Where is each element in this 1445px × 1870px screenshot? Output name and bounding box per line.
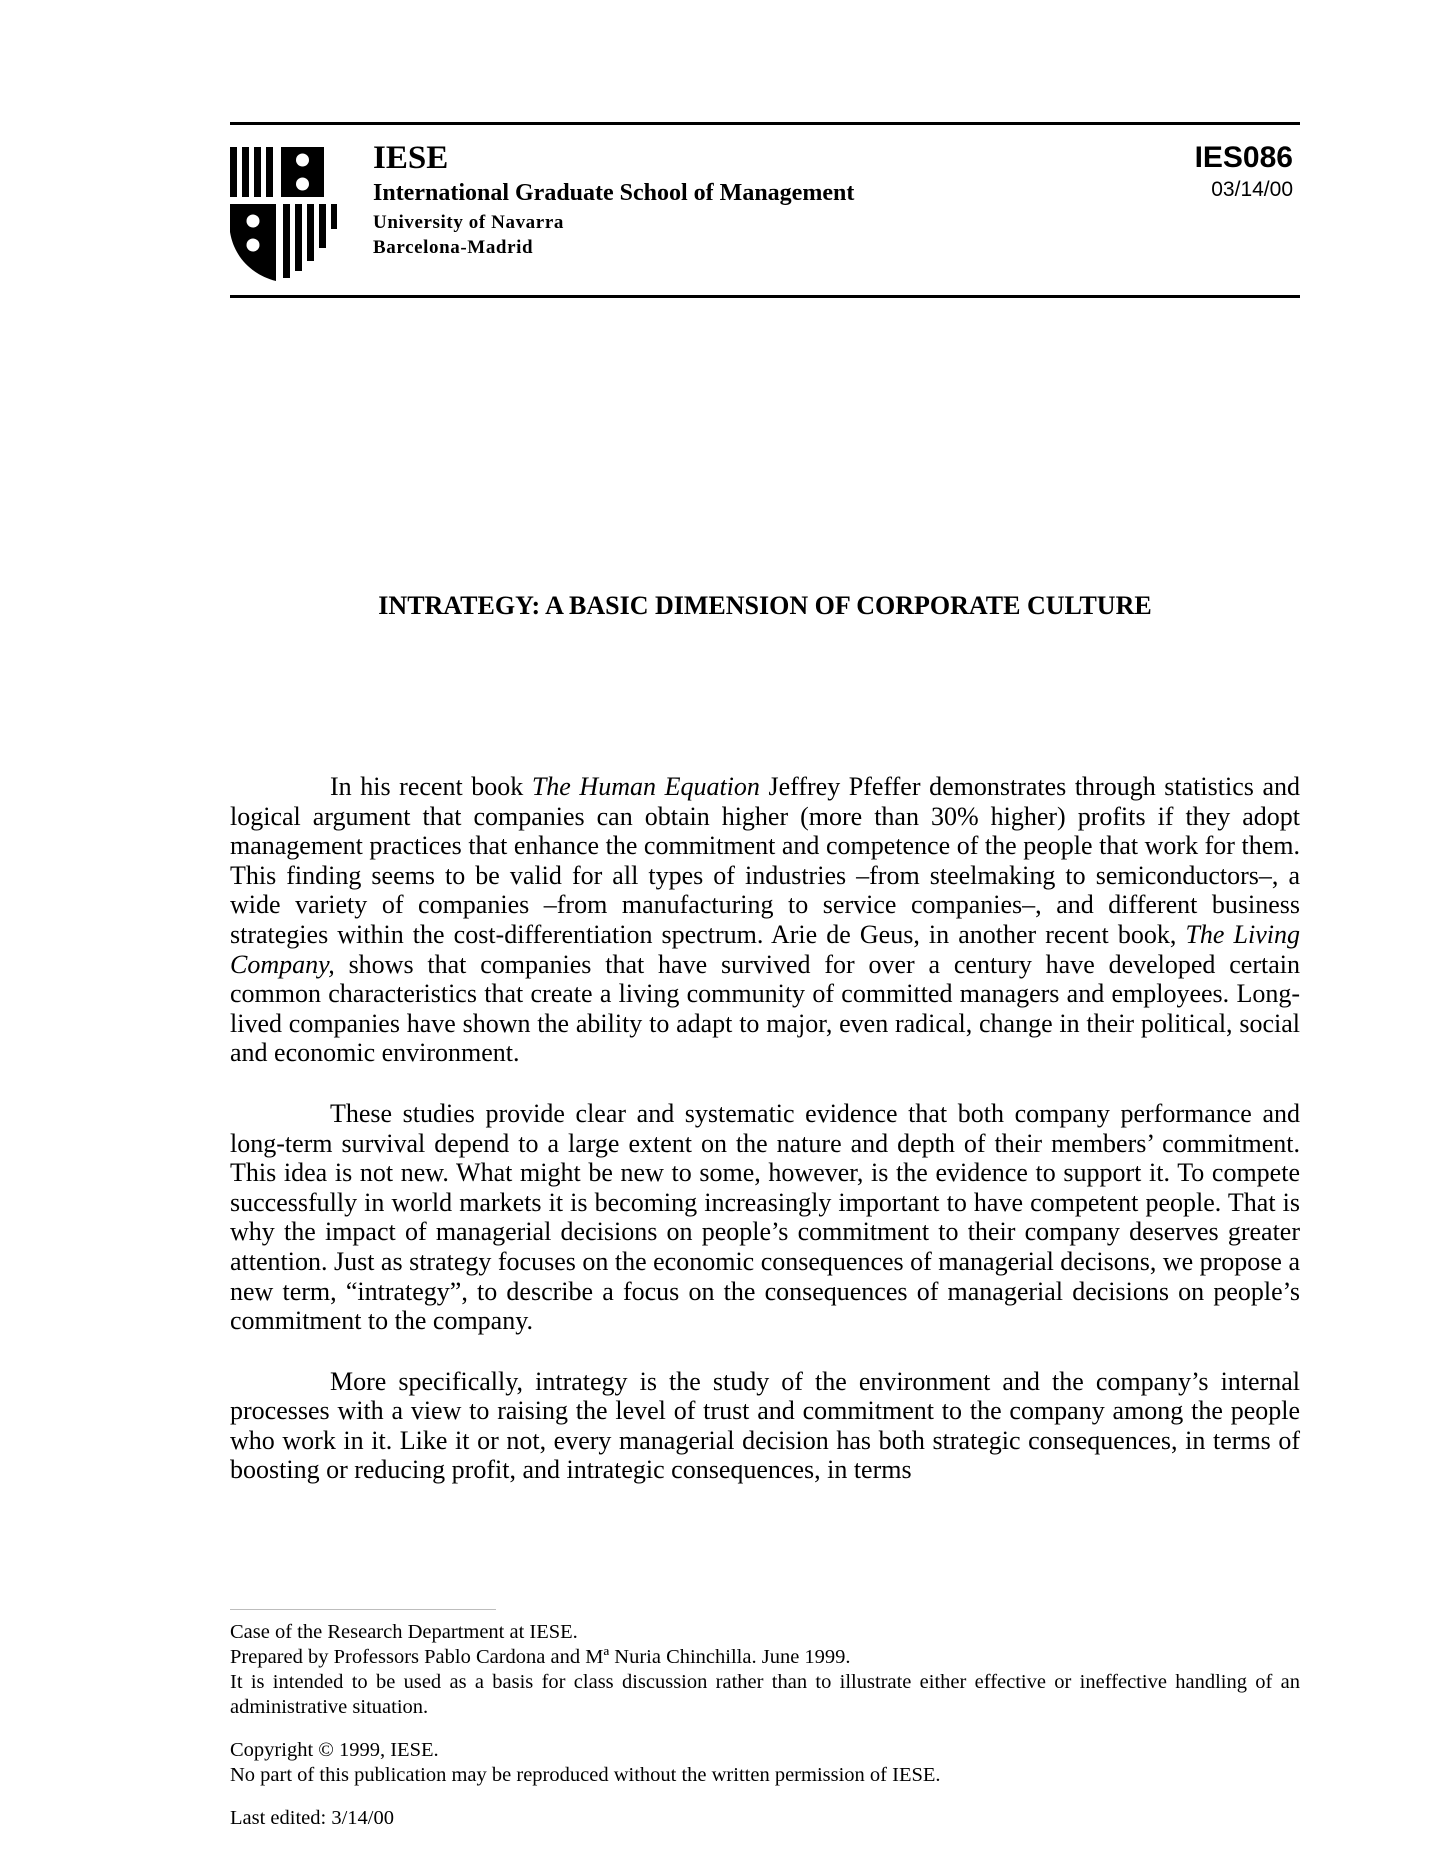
footnote-line-3: It is intended to be used as a basis for class discussion rather than to illustrate either effective or ineffective handling of an administrative situation. — [230, 1671, 1300, 1718]
rights-notice: No part of this publication may be reproduced without the written permission of IESE. — [230, 1764, 941, 1786]
institution-block — [373, 140, 854, 260]
paragraph-3: More specifically, intrategy is the study of the environment and the company’s internal processes with a view to raising the level of trust and commitment to the company among the people who work in it. Like it or not, every managerial decision has both strategic consequences, in terms of boosting or reducing profit, and intrategic consequences, in terms — [230, 1366, 1300, 1485]
document-title: INTRATEGY: A BASIC DIMENSION OF CORPORATE CULTURE — [378, 591, 1152, 620]
book-title-human-equation: The Human Equation — [531, 772, 760, 801]
copyright-notice: Copyright © 1999, IESE. — [230, 1739, 439, 1761]
header-bottom-rule — [230, 295, 1300, 298]
footnote-line-1: Case of the Research Department at IESE. — [230, 1621, 578, 1643]
case-code: IES086 — [1194, 141, 1293, 174]
institution-name: IESE — [373, 140, 449, 176]
book-title-living-company: The Living Company, — [230, 919, 1300, 979]
footnotes — [230, 1620, 1300, 1831]
institution-full-name: International Graduate School of Management — [373, 180, 855, 206]
footnote-line-2: Prepared by Professors Pablo Cardona and Mª Nuria Chinchilla. June 1999. — [230, 1646, 851, 1668]
paragraph-1: In his recent book The Human Equation Jeffrey Pfeffer demonstrates through statistics and logical argument that companies can obtain higher (more than 30% higher) profits if they adopt management practices that enhance the commitment and competence of the people that work for them. This finding seems to be valid for all types of industries –from steelmaking to semiconductors–, a wide variety of companies –from manufacturing to service companies–, and different business strategies within the cost-differentiation spectrum. Arie de Geus, in another recent book, The Living Company, shows that companies that have survived for over a century have developed certain common characteristics that create a living community of committed managers and employees. Long-lived companies have shown the ability to adapt to major, even radical, change in their political, social and economic environment. — [230, 772, 1300, 1068]
location: Barcelona-Madrid — [373, 237, 534, 258]
iese-shield-icon — [230, 147, 342, 281]
case-date: 03/14/00 — [1211, 178, 1293, 201]
header-top-rule — [230, 122, 1300, 125]
case-code-block — [1195, 140, 1293, 204]
paragraph-2: These studies provide clear and systematic evidence that both company performance and long-term survival depend to a large extent on the nature and depth of their members’ commitment. This idea is not new. What might be new to some, however, is the evidence to support it. To compete successfully in world markets it is becoming increasingly important to have competent people. That is why the impact of managerial decisions on people’s commitment to their company deserves greater attention. Just as strategy focuses on the economic consequences of managerial decisons, we propose a new term, “intrategy”, to describe a focus on the consequences of managerial decisions on people’s commitment to the company. — [230, 1098, 1300, 1336]
last-edited: Last edited: 3/14/00 — [230, 1807, 394, 1829]
document-body — [230, 772, 1300, 1516]
university-name: University of Navarra — [373, 212, 564, 233]
footnote-separator — [230, 1609, 496, 1610]
